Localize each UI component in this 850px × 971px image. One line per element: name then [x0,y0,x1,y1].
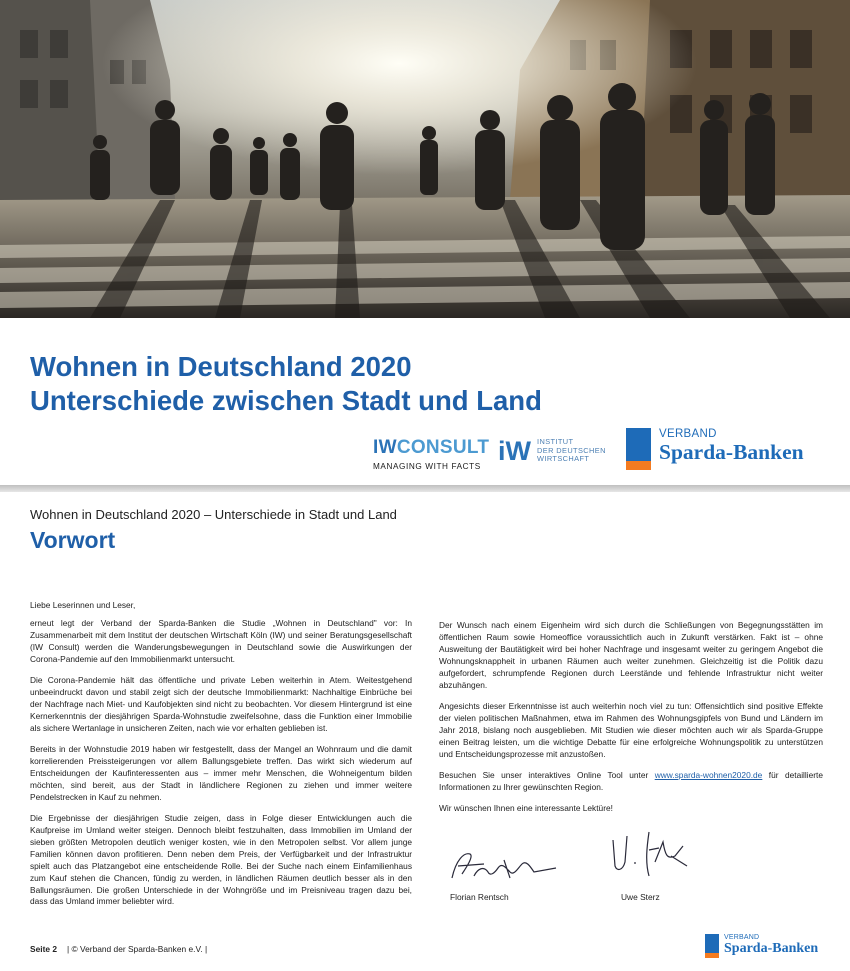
footer-sparda-logo [705,934,818,958]
text-column-right [439,620,823,825]
online-tool-paragraph: Besuchen Sie unser interaktives Online Tool unter www.sparda-wohnen2020.de für detaillierte Informationen zu Ihrer gewünschten Region. [439,769,824,792]
signer-name-rentsch: Florian Rentsch [450,892,509,902]
page-separator [0,485,850,492]
footer-sparda-logo-mark [705,934,719,958]
footer-logo-name: Sparda-Banken [724,941,819,956]
iw-consult-logo [373,438,489,471]
sparda-logo-prefix: VERBAND [659,428,717,440]
page-footer [30,944,207,954]
iw-consult-tagline: MANAGING WITH FACTS [373,462,481,471]
sparda-banken-logo [626,428,804,470]
cover-photo [0,0,850,318]
paragraph: erneut legt der Verband der Sparda-Banken die Studie „Wohnen in Deutschland" vor: In Zusammenarbeit mit dem Institut der deutschen Wirtschaft Köln (IW) und seiner Beratungsgesellschaft (IW Consult) werden die Wanderungsbewegungen in Deutschland sowie die Auswirkungen der Corona-Pandemie auf den Immobilienmarkt untersucht. [30,617,412,664]
cover-title-line2: Unterschiede zwischen Stadt und Land [30,385,542,416]
paragraph: Die Ergebnisse der diesjährigen Studie zeigen, dass in Folge dieser Entwicklungen auch die Kaufpreise im Umland weiter steigen. Dennoch bleibt festzuhalten, dass Immobilien im Umland der sieben größten Metropolen deutlich weniger kosten, wie in den Metropolen selbst. Vor allem junge Familien können davon profitieren. Denn neben dem Preis, der Verfügbarkeit und der Infrastruktur spielt auch das Platzangebot eine entscheidende Rolle. Bei der Suche nach einem Einfamilienhaus zum Kauf stehen die Chancen, fündig zu werden, in ländlichen Räumen deutlich besser als in den Ballungsräumen. Die großen Unterschiede in der Wohngröße und im Preisniveau tragen dazu bei, dass das Umland immer beliebter wird. [30,813,412,907]
street-crowd-image [0,0,850,318]
cover-title-line1: Wohnen in Deutschland 2020 [30,351,412,382]
footer-logo-prefix: VERBAND [724,934,760,941]
iw-consult-logo-mark: IW [373,437,397,458]
iw-logo-mark: iW [498,436,531,466]
paragraph: Der Wunsch nach einem Eigenheim wird sich durch die Schließungen von Begegnungsstätten im öffentlichen Raum sowie Homeoffice voraussichtlich auch in Zukunft verstärken. Fakt ist – ohne Ausweitung der Bautätigkeit wird bei hoher Nachfrage und insgesamt weiter zu geringem Angebot die Wohnungsknappheit in urbanen Räumen auch weiter zunehmen. Gleichzeitig ist die Politik dazu aufgefordert, schrumpfende Regionen durch Leerstände und fehlende Infrastruktur nicht weiter abzuhängen. [439,620,823,690]
paragraph: Bereits in der Wohnstudie 2019 haben wir festgestellt, dass der Mangel an Wohnraum und die damit korrelierenden Preissteigerungen vor allem Ballungsgebiete treffen. Das wirkt sich wiederum auf Entscheidungen der Kaufinteressenten aus – immer mehr Menschen, die Wohneigentum bilden möchten, sind bereit, aus der Stadt in ländlichere Regionen zu ziehen und immer weitere Pendelstrecken in Kauf zu nehmen. [30,744,412,802]
greeting: Liebe Leserinnen und Leser, [30,600,136,610]
sparda-logo-mark [626,428,651,470]
iw-consult-logo-word: CONSULT [396,437,490,458]
iw-logo-line2: DER DEUTSCHEN [537,445,606,455]
iw-logo-line1: INSTITUT [537,437,574,447]
document-header: Wohnen in Deutschland 2020 – Unterschiede in Stadt und Land [30,507,397,522]
iw-logo-line3: WIRTSCHAFT [537,454,590,464]
paragraph: Angesichts dieser Erkenntnisse ist auch weiterhin noch viel zu tun: Offensichtlich sind positive Effekte der vielen politischen Maßnahmen, etwa im Rahmen des Wohnungsgipfels von Bund und Ländern im Jahr 2018, bislang noch ausgeblieben. Mit Studien wie dieser möchten auch wir als Sparda-Gruppe einen Beitrag leisten, um die wichtige Debatte für eine erfolgreiche Wohnungspolitik zu unterstützen und Entscheidungsprozesse mit anzustoßen. [439,700,823,759]
sparda-logo-name: Sparda-Banken [659,440,804,464]
iw-institute-logo [498,437,606,465]
signature-rentsch [444,838,564,888]
signer-name-sterz: Uwe Sterz [621,892,660,902]
copyright-text: | © Verband der Sparda-Banken e.V. | [67,944,208,954]
online-tool-link[interactable]: www.sparda-wohnen2020.de [654,769,763,780]
text-column-left [30,600,412,918]
page-number: Seite 2 [30,944,58,954]
closing-line: Wir wünschen Ihnen eine interessante Lektüre! [439,803,613,814]
paragraph: Die Corona-Pandemie hält das öffentliche und private Leben weiterhin in Atem. Weitestgehend unbeeindruckt davon und stabil zeigt sich der deutsche Immobilienmarkt: Nachhaltige Einbrüche bei der Nachfrage nach Miet- und Kaufobjekten sind nicht zu beobachten. Vor diesem Hintergrund ist eine Kernerkenntnis der diesjährigen Sparda-Wohnstudie zweifelsohne, dass die Funktion einer Immobilie als sichere Wertanlage in unsicheren Zeiten, nach wie vor erhalten geblieben ist. [30,675,412,733]
cover-title [30,350,542,418]
signature-sterz [605,826,695,886]
section-heading: Vorwort [30,527,116,553]
